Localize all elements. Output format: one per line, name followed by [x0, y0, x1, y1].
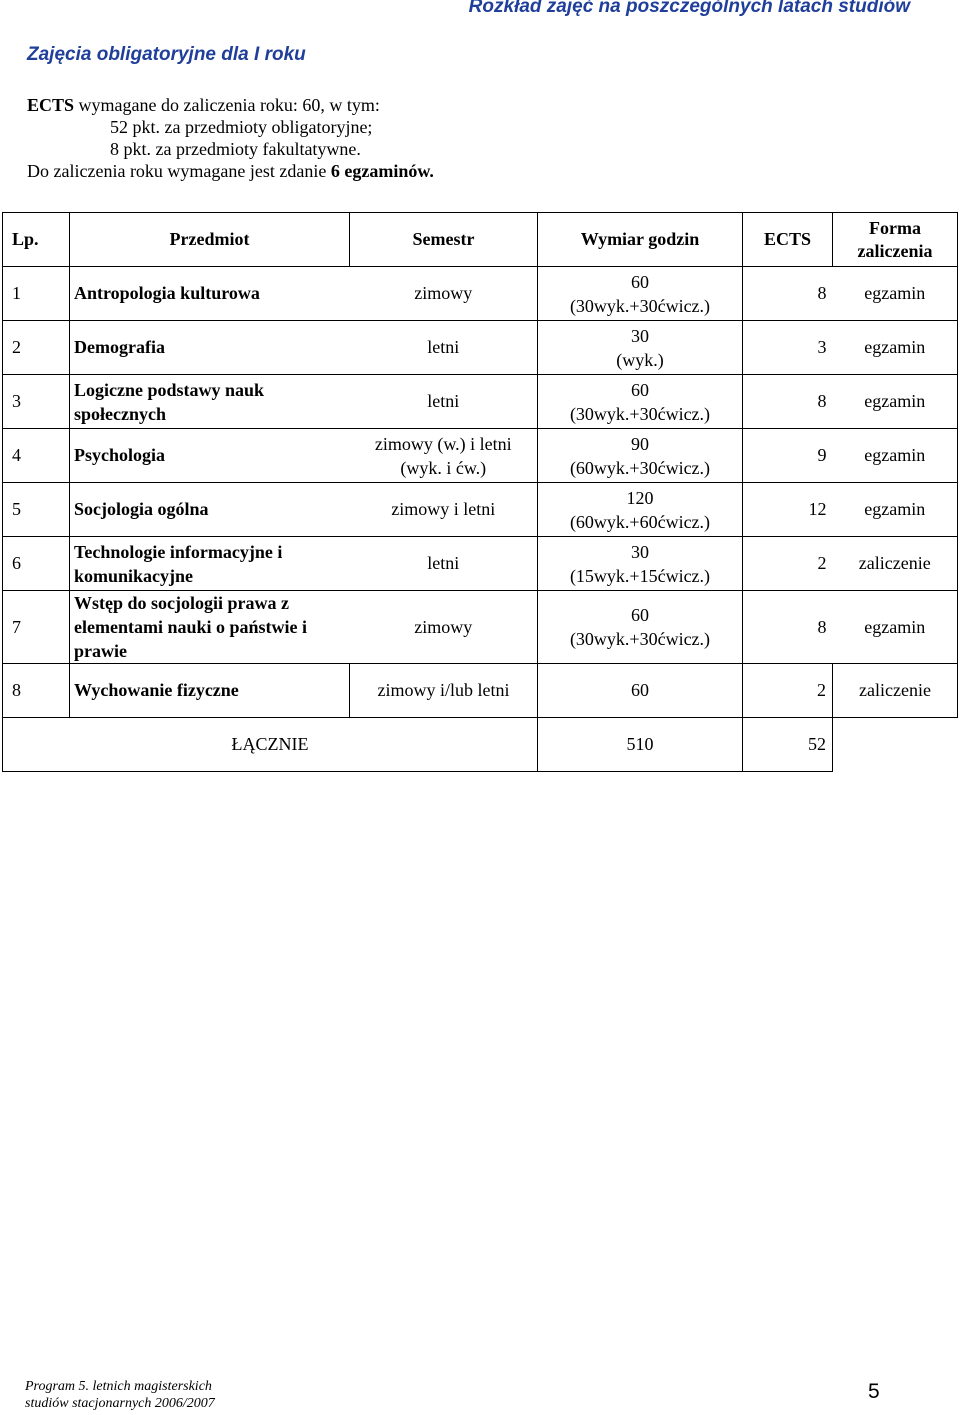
cell-semester: zimowy i letni [350, 483, 538, 537]
cell-hours [538, 483, 743, 537]
cell-form: egzamin [833, 267, 958, 321]
table-row [3, 321, 958, 375]
header-hours: Wymiar godzin [538, 213, 743, 267]
cell-semester: zimowy i/lub letni [350, 664, 538, 718]
cell-ects: 2 [743, 664, 833, 718]
total-empty-cell [833, 718, 958, 772]
cell-subject: Wychowanie fizyczne [70, 664, 350, 718]
cell-semester: zimowy [350, 267, 538, 321]
cell-form: egzamin [833, 429, 958, 483]
cell-form: egzamin [833, 375, 958, 429]
cell-hours [538, 267, 743, 321]
hours-detail: (15wyk.+15ćwicz.) [569, 565, 711, 586]
cell-semester [350, 429, 538, 483]
table-row [3, 267, 958, 321]
intro-line-1 [27, 94, 434, 116]
intro-line-4-text: Do zaliczenia roku wymagane jest zdanie [27, 161, 331, 181]
header-lp: Lp. [3, 213, 70, 267]
total-label: ŁĄCZNIE [3, 718, 538, 772]
cell-lp: 4 [3, 429, 70, 483]
semester-main: zimowy (w.) i letni [374, 433, 512, 454]
hours-detail: (30wyk.+30ćwicz.) [569, 403, 711, 424]
table-row [3, 537, 958, 591]
cell-lp: 5 [3, 483, 70, 537]
document-header: Rozkład zajęć na poszczególnych latach studiów [468, 0, 910, 17]
table-row [3, 429, 958, 483]
cell-hours [538, 375, 743, 429]
section-title: Zajęcia obligatoryjne dla I roku [27, 44, 306, 65]
cell-ects: 9 [743, 429, 833, 483]
hours-total: 120 [626, 487, 654, 508]
table-row [3, 664, 958, 718]
table-row [3, 591, 958, 664]
intro-text [27, 94, 434, 182]
cell-form: zaliczenie [833, 664, 958, 718]
cell-semester: letni [350, 321, 538, 375]
cell-subject: Socjologia ogólna [70, 483, 350, 537]
cell-lp: 8 [3, 664, 70, 718]
intro-line-3: 8 pkt. za przedmioty fakultatywne. [110, 139, 361, 159]
cell-subject: Antropologia kulturowa [70, 267, 350, 321]
intro-line-2: 52 pkt. za przedmioty obligatoryjne; [110, 117, 373, 137]
hours-total: 90 [631, 433, 649, 454]
cell-hours [538, 429, 743, 483]
cell-ects: 8 [743, 375, 833, 429]
table-row [3, 483, 958, 537]
footer-program [25, 1378, 215, 1412]
hours-detail: (60wyk.+60ćwicz.) [569, 511, 711, 532]
hours-total: 60 [631, 605, 649, 625]
header-semester: Semestr [350, 213, 538, 267]
hours-total: 60 [631, 379, 649, 400]
cell-hours [538, 591, 743, 664]
table-row [3, 375, 958, 429]
cell-subject: Psychologia [70, 429, 350, 483]
cell-semester: letni [350, 537, 538, 591]
footer-line-1: Program 5. letnich magisterskich [25, 1379, 212, 1394]
hours-detail: (30wyk.+30ćwicz.) [569, 295, 711, 316]
intro-exams-count: 6 egzaminów. [330, 161, 434, 181]
intro-line-4 [27, 160, 434, 182]
cell-ects: 2 [743, 537, 833, 591]
cell-form: egzamin [833, 321, 958, 375]
cell-lp: 3 [3, 375, 70, 429]
hours-detail: (30wyk.+30ćwicz.) [569, 629, 711, 649]
hours-total: 30 [631, 325, 649, 346]
header-subject: Przedmiot [70, 213, 350, 267]
cell-semester: zimowy [350, 591, 538, 664]
cell-lp: 1 [3, 267, 70, 321]
intro-line-1-text: wymagane do zaliczenia roku: 60, w tym: [74, 95, 380, 115]
hours-total: 60 [631, 271, 649, 292]
cell-hours: 60 [538, 664, 743, 718]
header-form: Forma zaliczenia [833, 213, 958, 267]
page-number: 5 [868, 1380, 880, 1403]
cell-form: zaliczenie [833, 537, 958, 591]
header-ects: ECTS [743, 213, 833, 267]
table-header-row [3, 213, 958, 267]
cell-hours [538, 537, 743, 591]
course-table [2, 212, 958, 772]
footer-line-2: studiów stacjonarnych 2006/2007 [25, 1396, 215, 1411]
hours-total: 30 [631, 541, 649, 562]
cell-lp: 6 [3, 537, 70, 591]
cell-ects: 8 [743, 267, 833, 321]
semester-detail: (wyk. i ćw.) [400, 457, 487, 478]
cell-form: egzamin [833, 483, 958, 537]
cell-hours [538, 321, 743, 375]
cell-ects: 3 [743, 321, 833, 375]
cell-lp: 7 [3, 591, 70, 664]
cell-subject: Logiczne podstawy nauk społecznych [70, 375, 350, 429]
total-hours: 510 [538, 718, 743, 772]
hours-detail: (wyk.) [616, 349, 664, 370]
cell-lp: 2 [3, 321, 70, 375]
cell-ects: 8 [743, 591, 833, 664]
cell-subject: Technologie informacyjne i komunikacyjne [70, 537, 350, 591]
cell-subject: Wstęp do socjologii prawa z elementami nauki o państwie i prawie [70, 591, 350, 664]
total-ects: 52 [743, 718, 833, 772]
intro-ects-label: ECTS [27, 95, 75, 115]
cell-semester: letni [350, 375, 538, 429]
cell-ects: 12 [743, 483, 833, 537]
hours-detail: (60wyk.+30ćwicz.) [569, 457, 711, 478]
table-total-row [3, 718, 958, 772]
cell-subject: Demografia [70, 321, 350, 375]
cell-form: egzamin [833, 591, 958, 664]
